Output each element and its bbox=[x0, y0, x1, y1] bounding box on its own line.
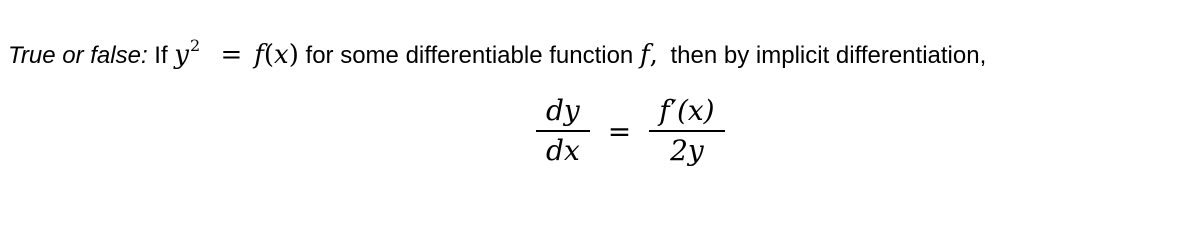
lhs-fraction bbox=[536, 92, 590, 170]
lhs-variable: y bbox=[174, 40, 189, 70]
rhs-argument: x bbox=[274, 40, 289, 70]
if-word: If bbox=[154, 42, 168, 69]
question-text bbox=[8, 24, 1193, 78]
middle-text: for some differentiable function bbox=[305, 42, 634, 69]
inline-equals: = bbox=[220, 40, 243, 70]
function-comma: , bbox=[649, 40, 658, 70]
rhs-numerator bbox=[649, 92, 724, 130]
lhs-denominator: dx bbox=[546, 134, 580, 167]
rhs-close-paren: ) bbox=[288, 40, 299, 70]
display-equation bbox=[536, 86, 725, 176]
rhs-numerator-prime: ′ bbox=[670, 94, 677, 127]
rhs-fraction bbox=[649, 92, 724, 170]
lhs-numerator: dy bbox=[546, 94, 580, 127]
rhs-numerator-argument: (x) bbox=[676, 94, 715, 127]
question-prefix: True or false: bbox=[8, 42, 148, 69]
rhs-open-paren: ( bbox=[263, 40, 275, 70]
function-name: f bbox=[639, 40, 650, 70]
tail-text: then by implicit differentiation, bbox=[670, 42, 987, 69]
rhs-denominator: 2y bbox=[670, 134, 704, 167]
inline-equation bbox=[174, 36, 208, 70]
rhs-numerator-function: f bbox=[659, 94, 670, 127]
display-equals: = bbox=[607, 114, 632, 148]
lhs-exponent: 2 bbox=[190, 36, 201, 55]
rhs-function: f bbox=[254, 40, 264, 70]
inline-function bbox=[254, 40, 299, 70]
